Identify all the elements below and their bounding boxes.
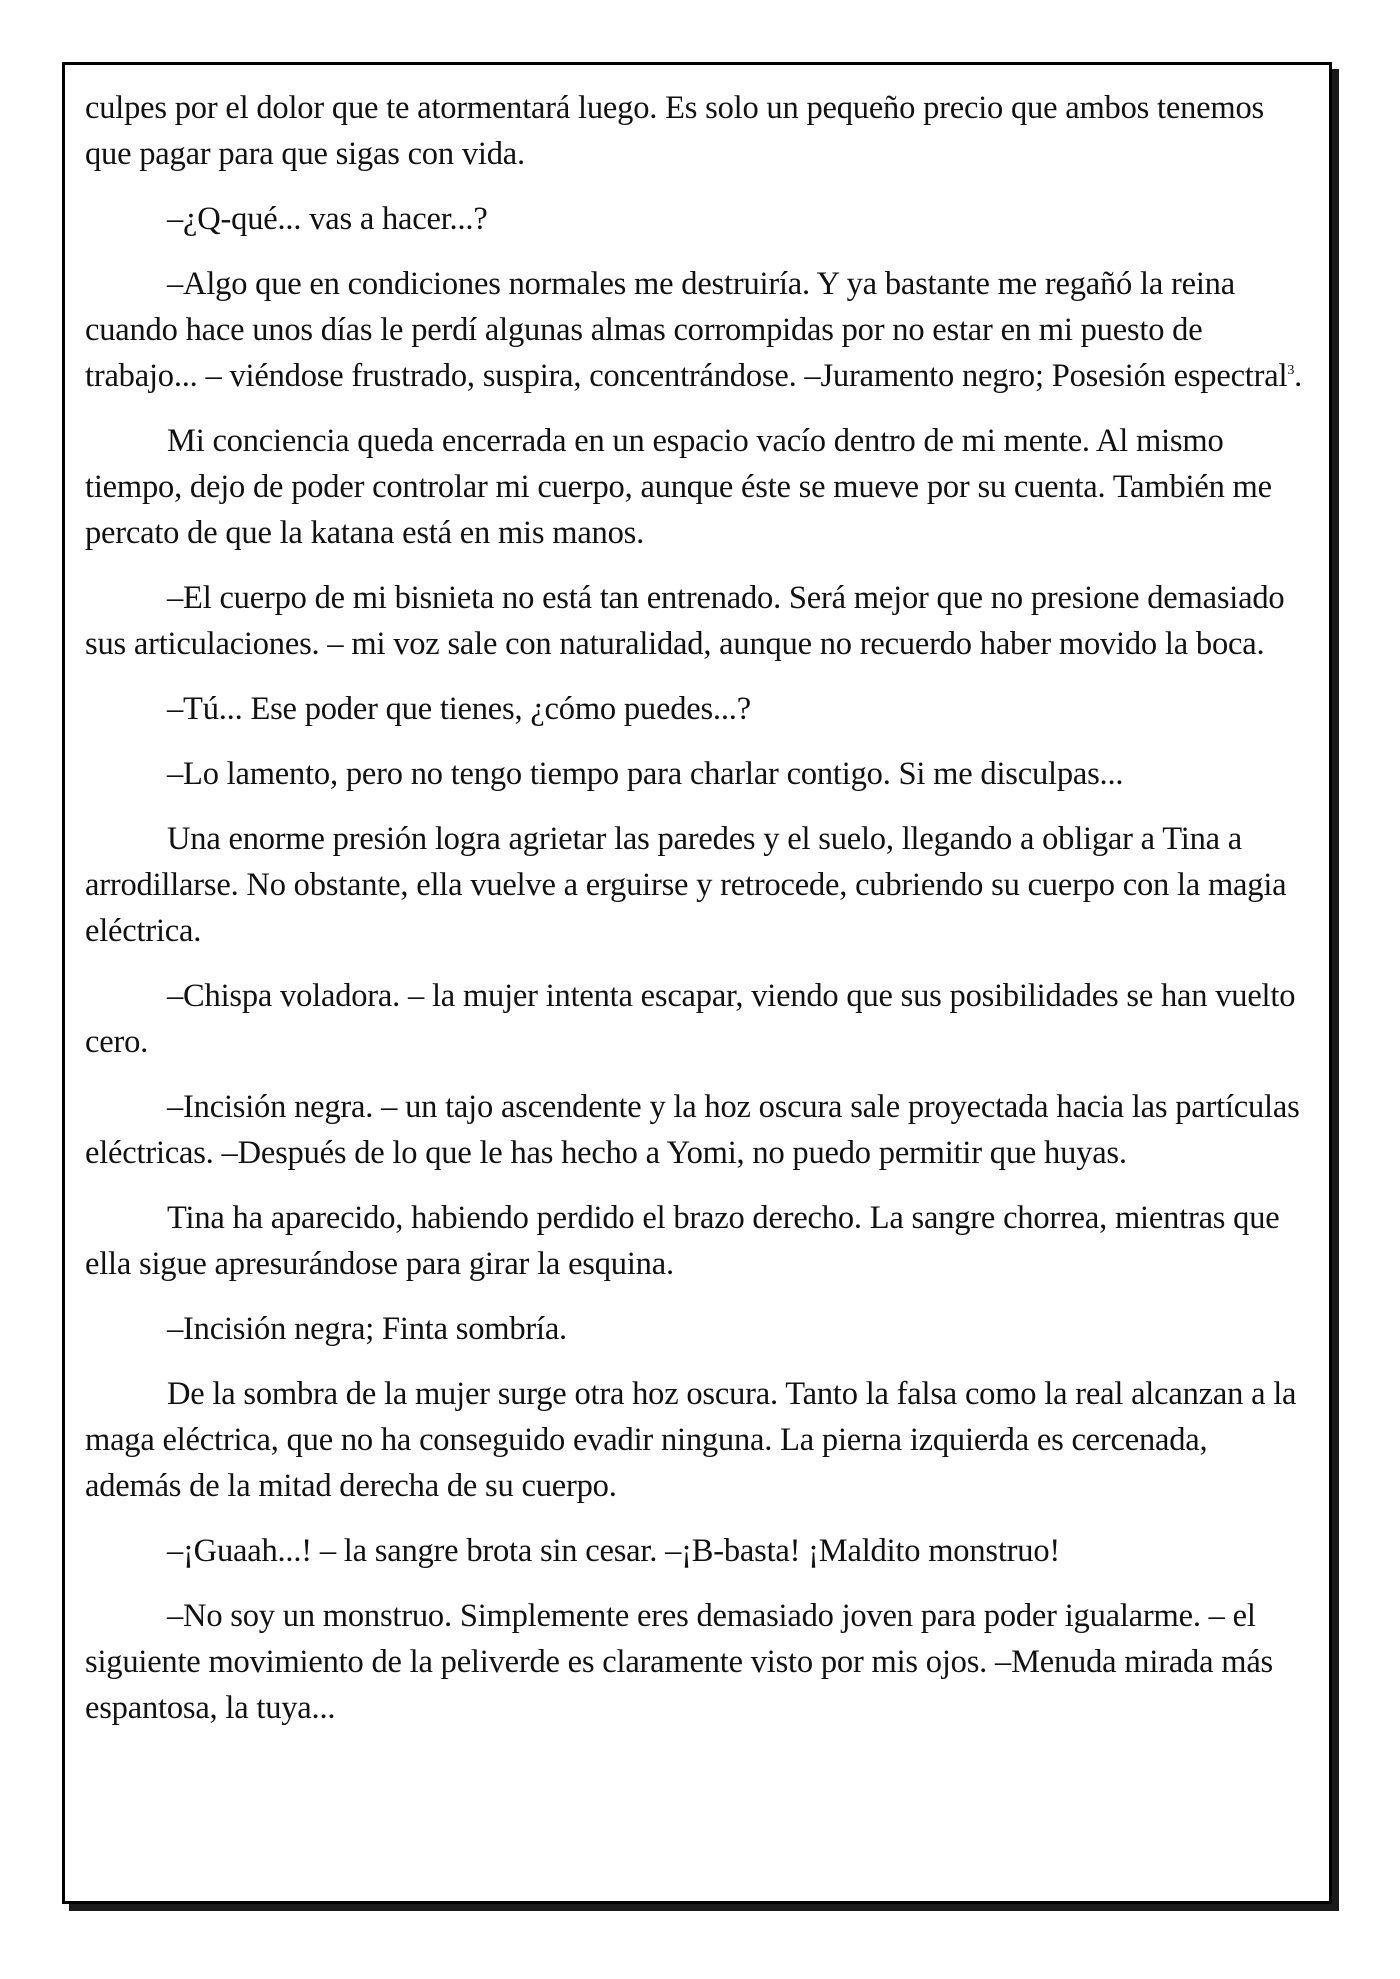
paragraph: –Tú... Ese poder que tienes, ¿cómo puedes...? xyxy=(167,691,751,727)
paragraph: –¡Guaah...! – la sangre brota sin cesar. –¡B-basta! ¡Maldito monstruo! xyxy=(167,1533,1061,1569)
paragraph: Tina ha aparecido, habiendo perdido el brazo derecho. La sangre chorrea, mientras que ella sigue apresurándose para girar la esquina. xyxy=(85,1200,1280,1282)
paragraph: –Lo lamento, pero no tengo tiempo para charlar contigo. Si me disculpas... xyxy=(167,756,1124,792)
paragraph-text-end: . xyxy=(1294,358,1303,394)
paragraph xyxy=(85,261,1307,399)
paragraph: culpes por el dolor que te atormentará luego. Es solo un pequeño precio que ambos tenemos que pagar para que sigas con vida. xyxy=(85,90,1264,172)
paragraph: –Incisión negra. – un tajo ascendente y la hoz oscura sale proyectada hacia las partículas eléctricas. –Después de lo que le has hecho a Yomi, no puedo permitir que huyas. xyxy=(85,1089,1300,1171)
paragraph: –No soy un monstruo. Simplemente eres demasiado joven para poder igualarme. – el siguiente movimiento de la peliverde es claramente visto por mis ojos. –Menuda mirada más espantosa, la tuya... xyxy=(85,1598,1274,1726)
paragraph: Una enorme presión logra agrietar las paredes y el suelo, llegando a obligar a Tina a arrodillarse. No obstante, ella vuelve a erguirse y retrocede, cubriendo su cuerpo con la magia eléctrica. xyxy=(85,821,1287,949)
page-frame xyxy=(62,62,1332,1904)
footnote-marker[interactable]: 3 xyxy=(1287,363,1295,379)
paragraph-text: –Algo que en condiciones normales me destruiría. Y ya bastante me regañó la reina cuando hace unos días le perdí algunas almas corrompidas por no estar en mi puesto de trabajo... – viéndose frustrado, suspira, concentrándose. –Juramento negro; Posesión espectral xyxy=(85,266,1288,394)
paragraph: –Incisión negra; Finta sombría. xyxy=(167,1311,567,1347)
paragraph: Mi conciencia queda encerrada en un espacio vacío dentro de mi mente. Al mismo tiempo, dejo de poder controlar mi cuerpo, aunque éste se mueve por su cuenta. También me percato de que la katana está en mis manos. xyxy=(85,423,1272,551)
paragraph: De la sombra de la mujer surge otra hoz oscura. Tanto la falsa como la real alcanzan a la maga eléctrica, que no ha conseguido evadir ninguna. La pierna izquierda es cercenada, además de la mitad derecha de su cuerpo. xyxy=(85,1376,1297,1504)
document-body xyxy=(85,85,1307,1731)
paragraph: –¿Q-qué... vas a hacer...? xyxy=(167,201,488,237)
paragraph: –El cuerpo de mi bisnieta no está tan entrenado. Será mejor que no presione demasiado sus articulaciones. – mi voz sale con naturalidad, aunque no recuerdo haber movido la boca. xyxy=(85,580,1285,662)
paragraph: –Chispa voladora. – la mujer intenta escapar, viendo que sus posibilidades se han vuelto cero. xyxy=(85,978,1296,1060)
